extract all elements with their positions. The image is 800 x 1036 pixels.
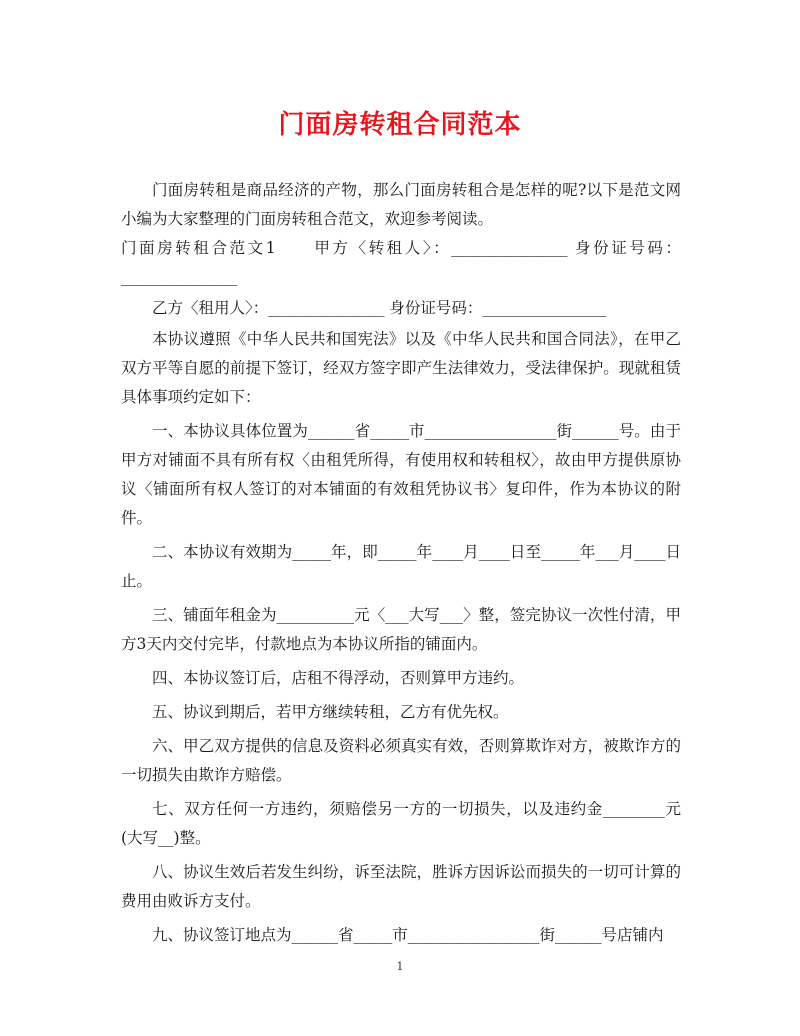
clause-8: 八、协议生效后若发生纠纷，诉至法院，胜诉方因诉讼而损失的一切可计算的费用由败诉方支付。	[121, 863, 681, 910]
clause-9: 九、协议签订地点为______省_____市_________________街______号店铺内	[152, 926, 664, 944]
clause-3: 三、铺面年租金为__________元〈___大写___〉整，签完协议一次性付清，甲方3天内交付完毕，付款地点为本协议所指的铺面内。	[121, 606, 681, 653]
clause-1: 一、本协议具体位置为______省_____市_________________街______号。由于甲方对铺面不具有所有权〈由租凭所得，有使用权和转租权〉，故由甲方提供原协议〈铺面所有权人签订的对本铺面的有效租凭协议书〉复印件，作为本协议的附件。	[121, 422, 681, 527]
clause-6: 六、甲乙双方提供的信息及资料必须真实有效，否则算欺诈对方，被欺诈方的一切损失由欺诈方赔偿。	[121, 737, 681, 784]
document-title: 门面房转租合同范本	[278, 110, 522, 140]
party-a-line: 门面房转租合范文1 甲方〈转租人〉：_______________ 身份证号码：_______________	[121, 239, 681, 286]
legal-basis-paragraph: 本协议遵照《中华人民共和国宪法》以及《中华人民共和国合同法》，在甲乙双方平等自愿的前提下签订，经双方签字即产生法律效力，受法律保护。现就租赁具体事项约定如下：	[121, 330, 681, 406]
clause-7: 七、双方任何一方违约，须赔偿另一方的一切损失，以及违约金________元(大写__)整。	[121, 800, 681, 847]
intro-paragraph: 门面房转租是商品经济的产物，那么门面房转租合是怎样的呢?以下是范文网小编为大家整理的门面房转租合范文，欢迎参考阅读。	[121, 181, 681, 228]
page-number: 1	[396, 960, 404, 973]
clause-4: 四、本协议签订后，店租不得浮动，否则算甲方违约。	[152, 669, 525, 687]
clause-2: 二、本协议有效期为_____年，即_____年____月____日至_____年___月____日止。	[121, 543, 681, 590]
document-body	[121, 176, 681, 950]
clause-5: 五、协议到期后，若甲方继续转租，乙方有优先权。	[152, 703, 509, 721]
party-b-line: 乙方〈租用人〉：_______________ 身份证号码：________________	[152, 299, 607, 317]
